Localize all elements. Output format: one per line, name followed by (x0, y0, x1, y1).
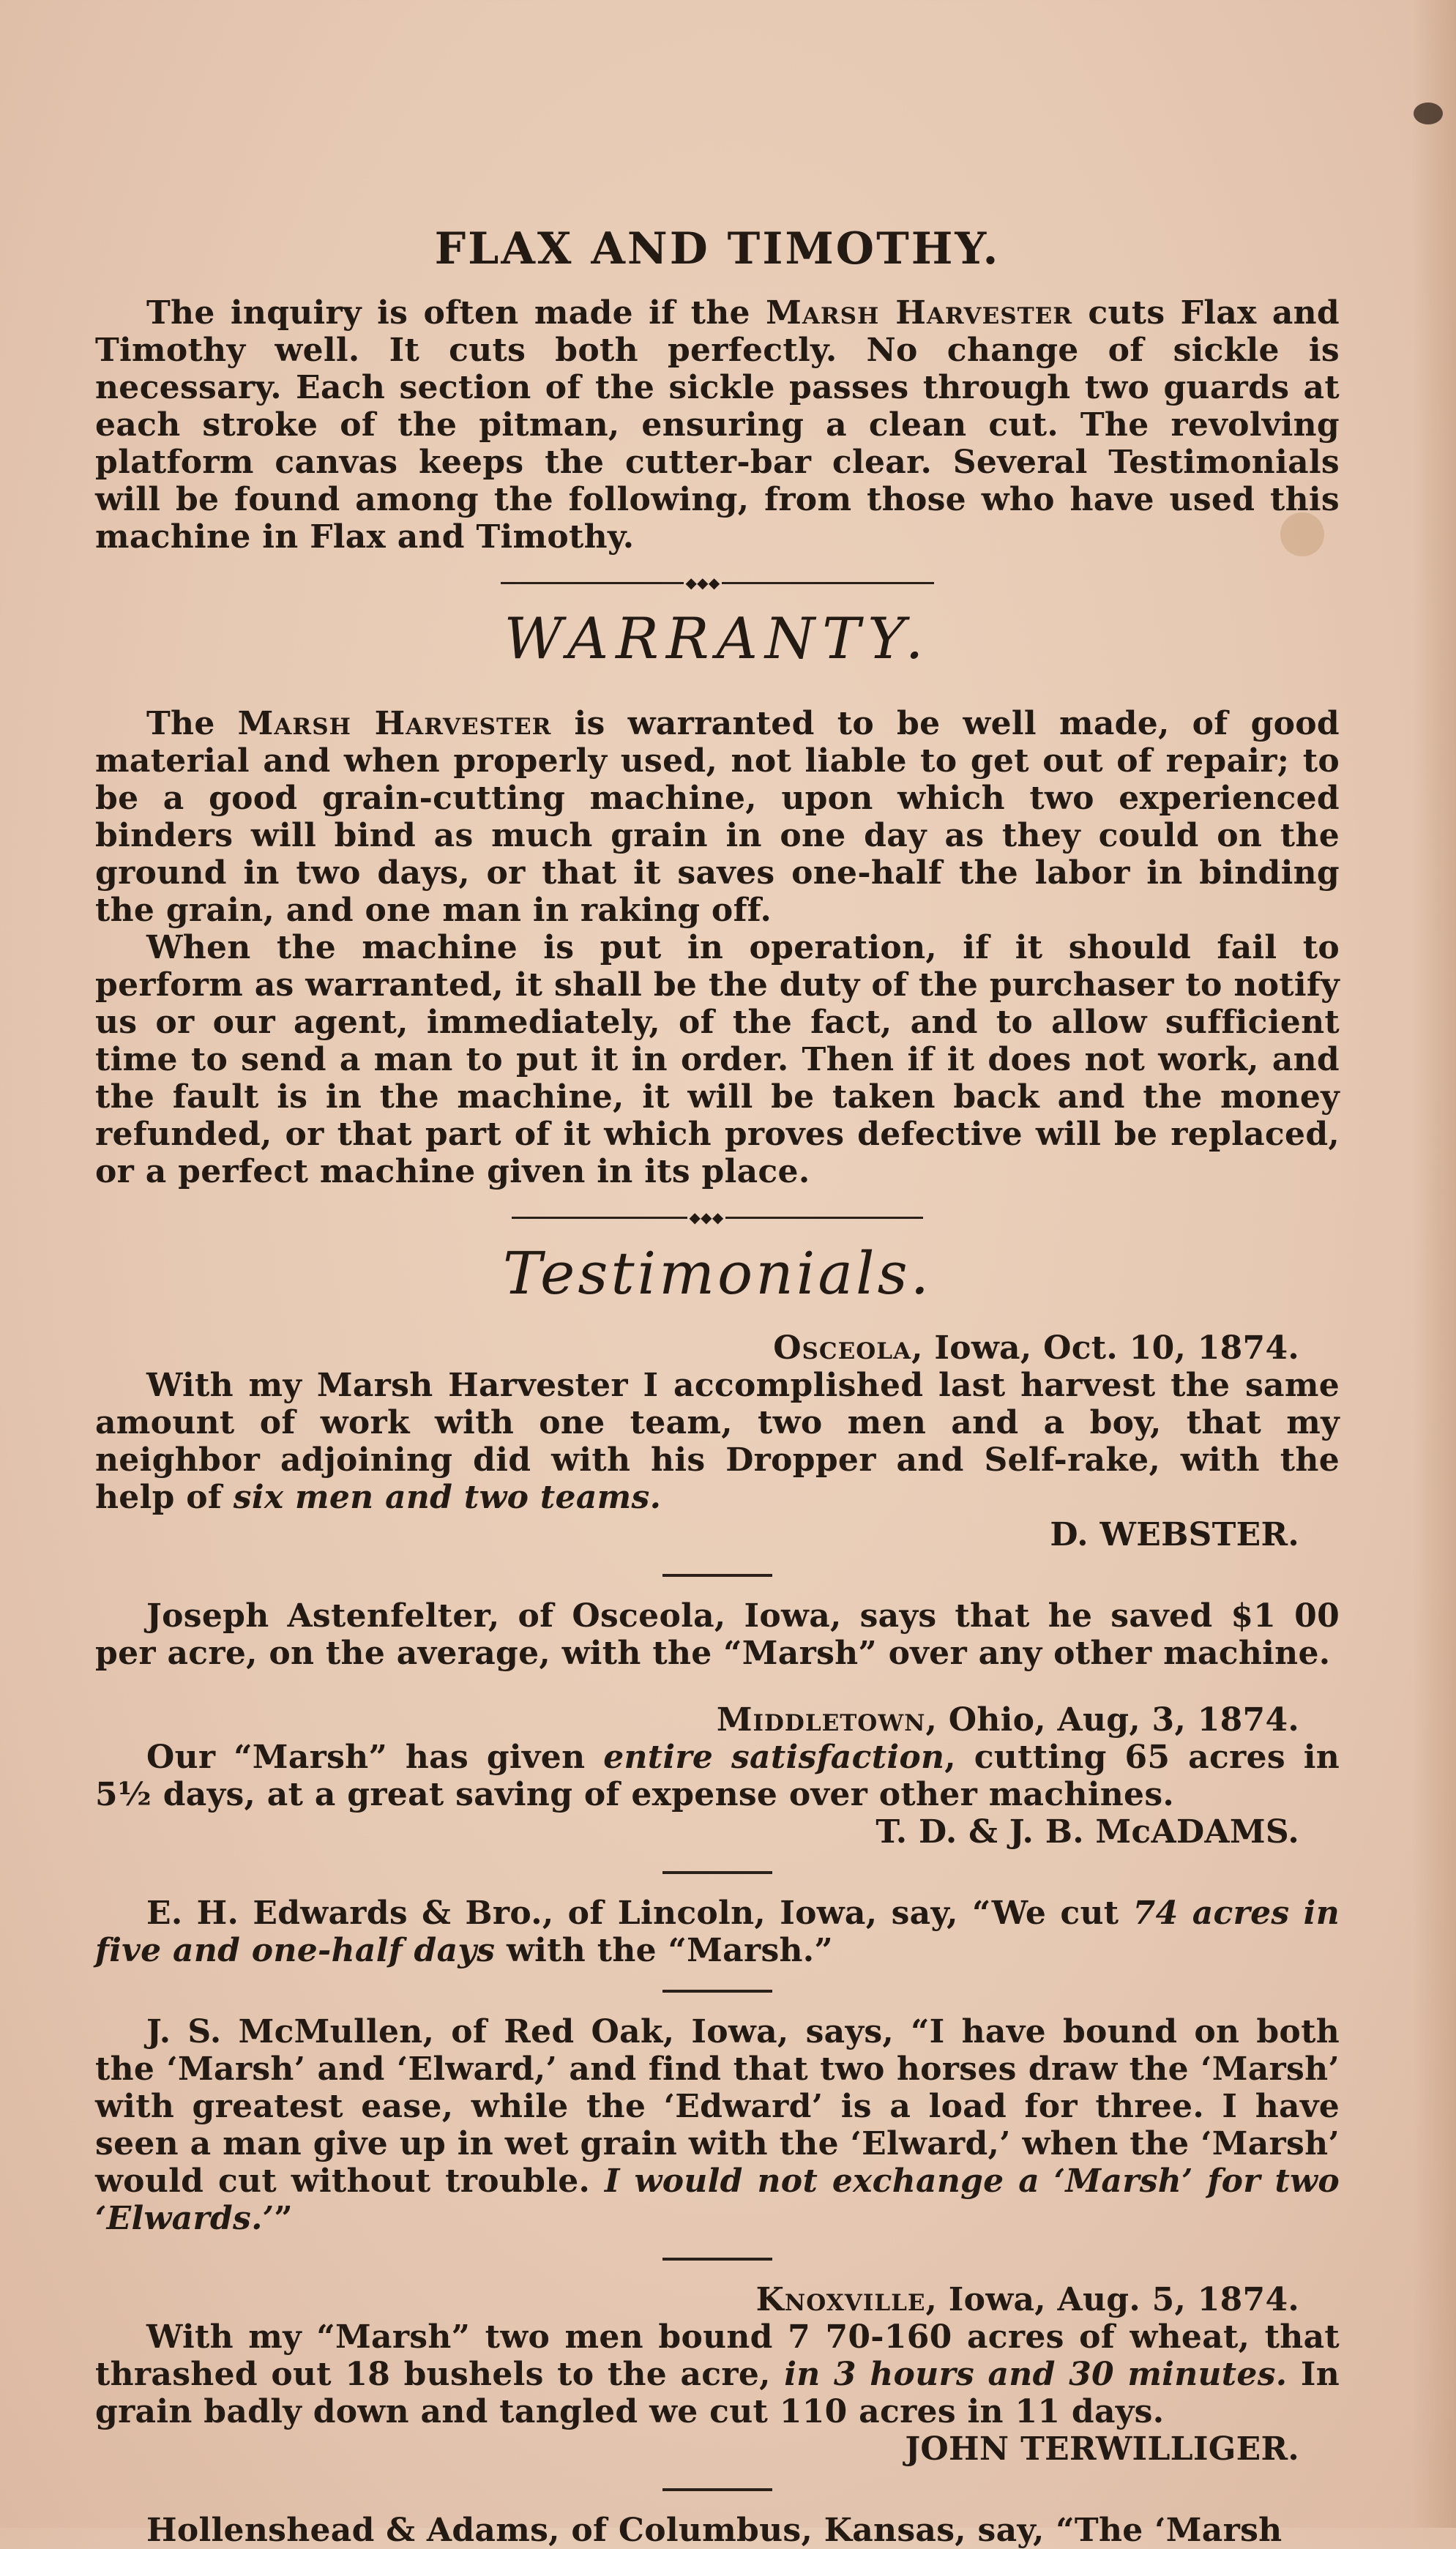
ornament-divider (95, 574, 1340, 591)
warranty-heading: WARRANTY. (504, 606, 931, 672)
testimonial-signature: JOHN TERWILLIGER. (905, 2430, 1299, 2468)
warranty-paragraph-2: When the machine is put in operation, if it should fail to perform as warranted, it shall be the duty of the purchaser to notify us or our agent, immediately, of the fact, and to allow sufficient time to send a man to put it in order. Then if it does not work, and the fault is in the machine, it will be taken back and the money refunded, or that part of it which proves defective will be replaced, or a perfect machine given in its place. (95, 929, 1340, 1190)
testimonial-text: With my “Marsh” two men bound 7 70-160 acres of wheat, that thrashed out 18 bushels to the acre, (95, 2318, 1340, 2393)
testimonial-emphasis: entire satisfaction (603, 1739, 945, 1776)
flax-heading: FLAX AND TIMOTHY. (434, 223, 1001, 275)
document-page (95, 220, 1340, 2549)
ornament-divider (95, 1209, 1340, 1226)
testimonial-emphasis: 74 acres in five and one-half days (95, 1895, 1340, 1969)
testimonial-text: , cutting 65 acres in 5½ days, at a great saving of expense over other machines. (95, 1739, 1340, 1813)
testimonial-emphasis: I would not exchange a ‘Marsh’ for two ‘Elwards.’ (95, 2162, 1340, 2237)
testimonial-body: Hollenshead & Adams, of Columbus, Kansas, say, “The ‘Marsh (146, 2512, 1283, 2549)
testimonial-signature: D. WEBSTER. (1050, 1516, 1299, 1553)
diamond-ornament-icon: ◆◆◆ (685, 574, 720, 591)
testimonial-body (95, 1739, 1340, 1813)
warranty-text-pre: The (146, 705, 238, 742)
testimonial-text: E. H. Edwards & Bro., of Lincoln, Iowa, say, “We cut (146, 1895, 1133, 1932)
short-rule (662, 1871, 772, 1874)
dateline-place: Middletown (716, 1701, 926, 1739)
testimonial-text: In grain badly down and tangled we cut 110 acres in 11 days. (95, 2356, 1340, 2430)
short-rule (662, 2258, 772, 2261)
testimonial-text: J. S. McMullen, of Red Oak, Iowa, says, “I have bound on both the ‘Marsh’ and ‘Elward,’ and find that two horses draw the ‘Marsh’ with greatest ease, while the ‘Edward’ is a load for three. I have seen a man give up in wet grain with the ‘Elward,’ when the ‘Marsh’ would cut without trouble. (95, 2013, 1340, 2200)
testimonial-body (95, 2318, 1340, 2430)
testimonial-body (95, 1895, 1340, 1969)
testimonial-text: ” (274, 2200, 293, 2237)
dateline-place: Knoxville (755, 2281, 926, 2318)
testimonial-text: with the “Marsh.” (495, 1932, 834, 1969)
dateline (95, 1329, 1340, 1367)
testimonial-text: With my Marsh Harvester I accomplished last harvest the same amount of work with one team, two men and a boy, that my neighbor adjoining did with his Dropper and Self-rake, with the help of (95, 1367, 1340, 1516)
short-rule (662, 2488, 772, 2491)
flax-brand: Marsh Harvester (766, 294, 1073, 332)
testimonial-text: Our “Marsh” has given (146, 1739, 604, 1776)
dateline-date: , Iowa, Oct. 10, 1874. (911, 1329, 1299, 1367)
warranty-text-post: is warranted to be well made, of good material and when properly used, not liable to get out of repair; to be a good grain-cutting machine, upon which two experienced binders will bind as much grain in one day as they could on the ground in two days, or that it saves one-half the labor in binding the grain, and one man in raking off. (95, 705, 1340, 929)
dateline-date: , Ohio, Aug, 3, 1874. (925, 1701, 1299, 1739)
testimonial-emphasis: in 3 hours and 30 minutes. (784, 2356, 1288, 2393)
flax-text-post: cuts Flax and Timothy well. It cuts both perfectly. No change of sickle is necessary. Each section of the sickle passes through two guards at each stroke of the pitman, ensuring a clean cut. The revolving platform canvas keeps the cutter-bar clear. Several Testimonials will be found among the following, from those who have used this machine in Flax and Timothy. (95, 294, 1340, 556)
testimonial-signature: T. D. & J. B. McADAMS. (876, 1813, 1299, 1851)
flax-text-pre: The inquiry is often made if the (146, 294, 766, 332)
page-edge-shadow (1412, 0, 1456, 2528)
testimonial-body (95, 2013, 1340, 2237)
short-rule (662, 1990, 772, 1993)
testimonial-emphasis: six men and two teams. (233, 1479, 662, 1516)
testimonials-heading: Testimonials. (502, 1239, 933, 1307)
dateline-date: , Iowa, Aug. 5, 1874. (925, 2281, 1299, 2318)
flax-paragraph (95, 294, 1340, 556)
dateline (95, 2281, 1340, 2318)
ink-blot (1414, 102, 1443, 124)
diamond-ornament-icon: ◆◆◆ (689, 1209, 724, 1226)
dateline-place: Osceola (773, 1329, 912, 1367)
dateline (95, 1701, 1340, 1739)
warranty-brand: Marsh Harvester (237, 705, 552, 742)
warranty-paragraph-1 (95, 705, 1340, 929)
testimonial-body: Joseph Astenfelter, of Osceola, Iowa, says that he saved $1 00 per acre, on the average, with the “Marsh” over any other machine. (95, 1597, 1340, 1672)
testimonial-body (95, 1367, 1340, 1516)
short-rule (662, 1574, 772, 1577)
